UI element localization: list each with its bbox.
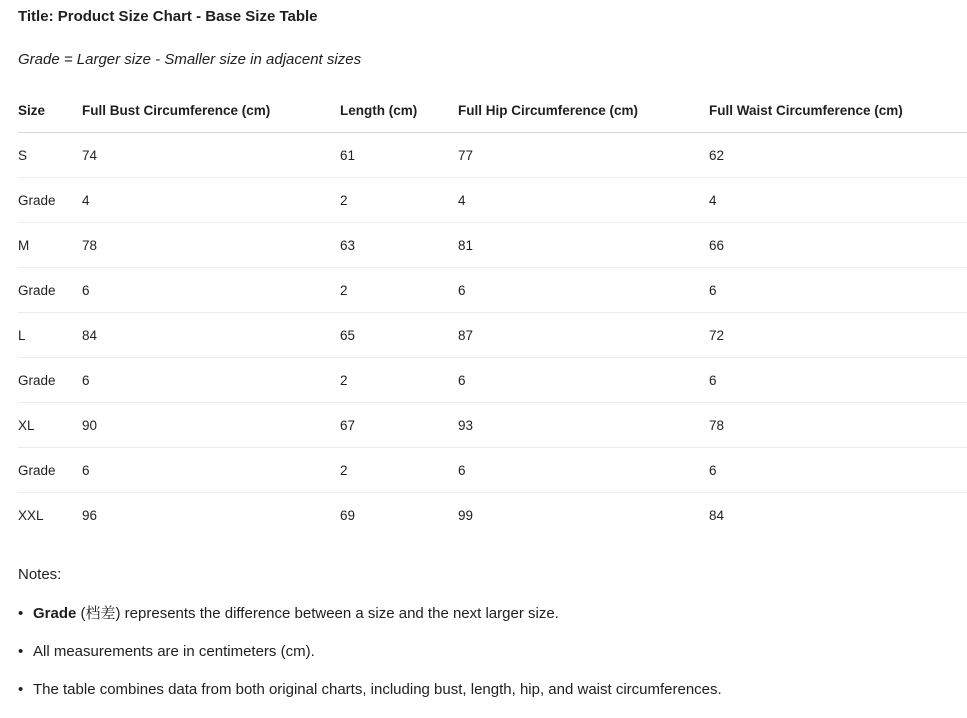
- header-length: Length (cm): [340, 88, 458, 133]
- notes-heading: Notes:: [18, 566, 62, 583]
- cell-bust: 90: [82, 403, 340, 448]
- cell-length: 2: [340, 448, 458, 493]
- cell-waist: 78: [709, 403, 967, 448]
- table-row: [18, 223, 967, 268]
- cell-hip: 6: [458, 448, 709, 493]
- table-row: [18, 403, 967, 448]
- note-item: [18, 604, 967, 642]
- cell-size: XXL: [18, 507, 44, 523]
- table-row: [18, 493, 967, 538]
- table-row: [18, 178, 967, 223]
- cell-length: 69: [340, 507, 356, 523]
- table-row: [18, 268, 967, 313]
- bullet-icon: •: [18, 643, 24, 660]
- table-row: [18, 313, 967, 358]
- size-table: [18, 88, 967, 537]
- cell-size: Grade: [18, 358, 82, 403]
- table-header-row: [18, 88, 967, 133]
- cell-hip: 87: [458, 313, 709, 358]
- cell-size: S: [18, 133, 82, 178]
- cell-length: 61: [340, 133, 458, 178]
- cell-waist: 4: [709, 178, 967, 223]
- table-row: [18, 448, 967, 493]
- cell-length: 2: [340, 268, 458, 313]
- notes-list: [18, 604, 967, 718]
- header-waist: Full Waist Circumference (cm): [709, 88, 967, 133]
- cell-hip: 4: [458, 178, 709, 223]
- grade-definition: Grade = Larger size - Smaller size in adjacent sizes: [18, 51, 362, 68]
- cell-size: Grade: [18, 178, 82, 223]
- cell-hip: 81: [458, 223, 709, 268]
- cell-waist: 6: [709, 358, 967, 403]
- note-text: All measurements are in centimeters (cm).: [33, 643, 315, 660]
- cell-size: Grade: [18, 268, 82, 313]
- cell-bust: 6: [82, 358, 340, 403]
- header-size: Size: [18, 88, 82, 133]
- cell-hip: 93: [458, 403, 709, 448]
- table-row: [18, 133, 967, 178]
- cell-size: M: [18, 223, 82, 268]
- cell-waist: 66: [709, 223, 967, 268]
- cell-bust: 78: [82, 223, 340, 268]
- cell-size: L: [18, 313, 82, 358]
- cell-waist: 6: [709, 268, 967, 313]
- header-hip: Full Hip Circumference (cm): [458, 88, 709, 133]
- cell-hip: 77: [458, 133, 709, 178]
- cell-waist: 84: [709, 507, 725, 523]
- cell-bust: 6: [82, 448, 340, 493]
- header-bust: Full Bust Circumference (cm): [82, 88, 340, 133]
- cell-bust: 84: [82, 313, 340, 358]
- cell-waist: 6: [709, 448, 967, 493]
- note-text: (档差) represents the difference between a size and the next larger size.: [76, 605, 559, 622]
- table-row: [18, 358, 967, 403]
- cell-length: 2: [340, 358, 458, 403]
- cell-waist: 72: [709, 313, 967, 358]
- cell-hip: 99: [458, 507, 474, 523]
- cell-bust: 74: [82, 133, 340, 178]
- document-title: Title: Product Size Chart - Base Size Table: [18, 8, 318, 25]
- bullet-icon: •: [18, 605, 24, 622]
- note-term: Grade: [33, 605, 77, 622]
- cell-length: 67: [340, 403, 458, 448]
- note-item: [18, 642, 967, 680]
- cell-waist: 62: [709, 133, 967, 178]
- cell-hip: 6: [458, 268, 709, 313]
- cell-hip: 6: [458, 358, 709, 403]
- cell-length: 65: [340, 313, 458, 358]
- cell-bust: 96: [82, 507, 98, 523]
- cell-length: 2: [340, 178, 458, 223]
- cell-bust: 6: [82, 268, 340, 313]
- cell-size: XL: [18, 403, 82, 448]
- note-item: [18, 680, 967, 718]
- cell-size: Grade: [18, 448, 82, 493]
- cell-length: 63: [340, 223, 458, 268]
- bullet-icon: •: [18, 681, 24, 698]
- table-body: [18, 133, 967, 538]
- cell-bust: 4: [82, 178, 340, 223]
- note-text: The table combines data from both original charts, including bust, length, hip, and waist circumferences.: [33, 681, 722, 698]
